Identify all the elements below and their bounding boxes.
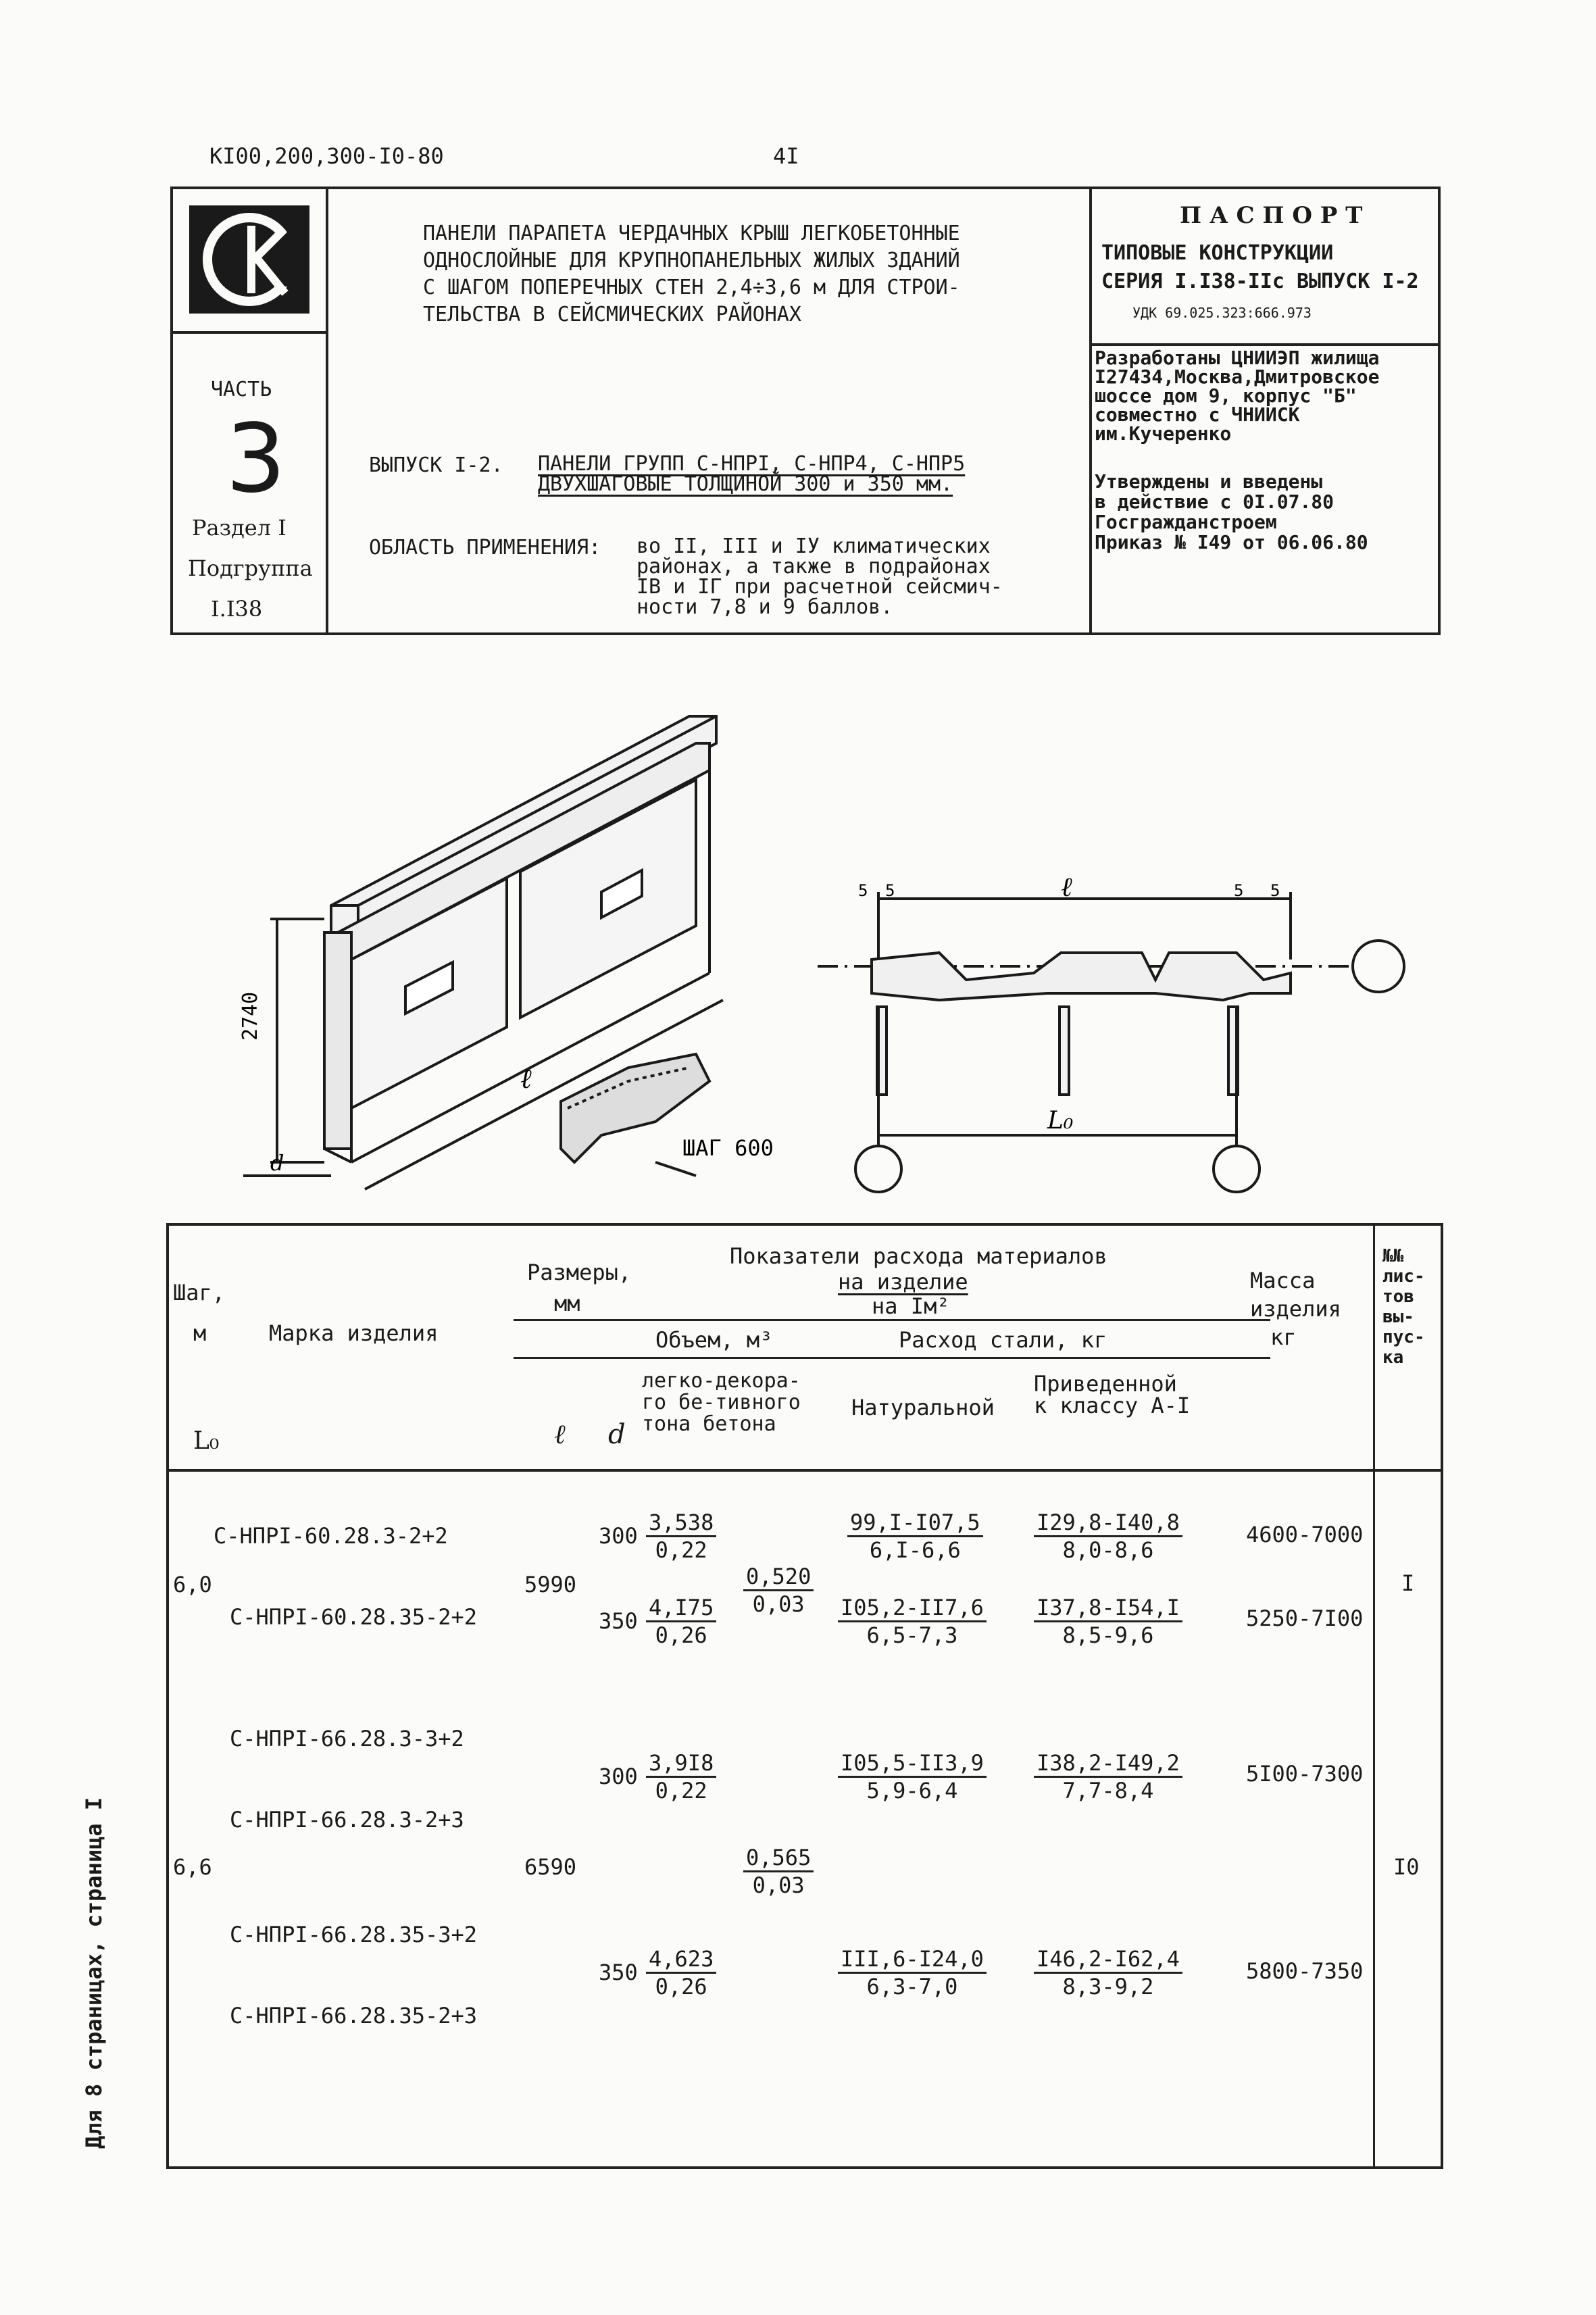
table-cell: ОДНОСЛОЙНЫЕ ДЛЯ КРУПНОПАНЕЛЬНЫХ ЖИЛЫХ ЗДАНИЙ [423,249,960,272]
mark-row: С-НПРI-66.28.3-3+2 [230,1726,464,1751]
table-cell: ТИПОВЫЕ КОНСТРУКЦИИ [1101,241,1334,265]
table-cell: Разработаны ЦНИИЭП жилища [1095,347,1380,369]
table-cell: III,6-I24,0 [838,1946,987,1974]
header-light-concrete [642,1370,801,1435]
table-cell: пус- [1382,1327,1425,1347]
part-label: ЧАСТЬ [211,378,272,401]
table-cell: 0,520 [743,1564,814,1591]
header-dimensions: Размеры, [527,1260,632,1285]
table-cell: Приказ № I49 от 06.06.80 [1095,531,1368,553]
table-cell: ПАНЕЛИ ПАРАПЕТА ЧЕРДАЧНЫХ КРЫШ ЛЕГКОБЕТОННЫЕ [423,222,960,245]
subgroup-label: Подгруппа [188,555,313,581]
mark-row: С-НПРI-66.28.3-2+3 [230,1807,464,1833]
header-indicators: Показатели расхода материалов [730,1243,1107,1269]
table-cell: 4600-7000 [1246,1522,1364,1547]
panel-isometric-drawing [223,689,804,1203]
title-block [170,186,1441,635]
table-cell: 350 [599,1960,638,1985]
table-cell: 6,5-7,3 [866,1622,958,1648]
thickness-label: d [270,1150,284,1176]
table-cell: 6,3-7,0 [866,1974,958,1999]
table-cell: 5 [885,881,895,900]
approval-info [1095,472,1368,553]
page-count-note: Для 8 страницах, страница I [81,1797,107,2149]
table-cell: 0,26 [655,1622,707,1648]
mark-row: С-НПРI-60.28.35-2+2 [230,1604,478,1630]
table-cell: 4,623 [646,1946,716,1974]
page-number: 4I [773,143,799,169]
header-reduced [1034,1373,1190,1416]
table-cell: С ШАГОМ ПОПЕРЕЧНЫХ СТЕН 2,4÷3,6 м ДЛЯ СТРОИ- [423,276,960,299]
header-mass [1250,1266,1341,1351]
table-cell: лис- [1382,1266,1425,1287]
table-cell: d [608,1419,626,1450]
table-cell: мм [554,1291,580,1316]
table-cell: L₀ [193,1427,220,1455]
table-cell: I [1401,1570,1415,1596]
table-cell: 5I00-7300 [1246,1761,1364,1787]
table-cell: 99,I-I07,5 [847,1510,983,1537]
table-cell: тов [1382,1287,1414,1307]
table-cell: №№ [1382,1246,1404,1266]
table-cell: кг [1270,1324,1297,1350]
table-cell: 5 [1270,881,1280,900]
passport-series [1101,239,1419,296]
table-cell: 8,5-9,6 [1062,1622,1154,1648]
table-cell: 3,538 [646,1510,716,1537]
table-cell: им.Кучеренко [1095,422,1232,445]
table-cell: во II, III и IУ климатических [637,534,991,558]
developer-info [1095,349,1379,443]
subgroup-number: I.I38 [211,596,263,622]
table-cell: Госгражданстроем [1095,511,1277,533]
step-label: ШАГ 600 [682,1135,774,1161]
table-cell: го бе-тивного [642,1391,801,1414]
step-6-6: 6,6 [173,1854,212,1880]
table-cell: шоссе дом 9, корпус "Б" [1095,384,1357,407]
table-cell: 0,22 [655,1537,707,1563]
table-cell: 300 [599,1523,638,1549]
table-cell: СЕРИЯ I.I38-IIс ВЫПУСК I-2 [1101,270,1419,293]
table-cell: 5 [1234,881,1244,900]
table-cell: Расход стали, кг [899,1327,1107,1353]
table-cell: ПАНЕЛИ ГРУПП С-НПРI, С-НПР4, С-НПР5 [538,452,966,476]
table-cell: м [193,1320,207,1346]
plan-length-label: ℓ [1061,878,1072,903]
mark-row: С-НПРI-66.28.35-2+3 [230,2003,478,2028]
table-cell: 300 [599,1764,638,1789]
table-cell: легко-декора- [642,1369,801,1393]
table-cell: ка [1382,1347,1404,1368]
table-cell: на изделие [838,1269,968,1295]
table-cell: I46,2-I62,4 [1034,1946,1182,1974]
table-cell: 8,3-9,2 [1062,1974,1154,1999]
header-sheets [1382,1246,1425,1368]
table-cell: 7,7-8,4 [1062,1778,1154,1803]
issue-description [538,454,965,495]
length-label: ℓ [520,1064,532,1095]
table-cell: 4,I75 [646,1595,716,1622]
table-cell: 350 [599,1608,638,1634]
header-step: Шаг, [173,1280,226,1305]
table-cell: изделия [1250,1296,1341,1322]
document-title [423,220,1085,328]
table-cell: 0,03 [752,1872,805,1898]
table-cell: ДВУХШАГОВЫЕ ТОЛЩИНОЙ 300 и 350 мм. [538,472,953,496]
mark-row: С-НПРI-60.28.3-2+2 [214,1523,448,1549]
table-cell: 0,03 [752,1591,805,1617]
mark-row: С-НПРI-66.28.35-3+2 [230,1922,478,1947]
issue-label: ВЫПУСК I-2. [369,453,503,477]
table-cell: IВ и IГ при расчетной сейсмич- [637,575,1003,599]
passport-title: П А С П О Р Т [1180,202,1363,229]
table-cell: ТЕЛЬСТВА В СЕЙСМИЧЕСКИХ РАЙОНАХ [423,303,801,326]
table-cell: 0,22 [655,1778,707,1803]
table-cell: I0 [1393,1854,1420,1880]
table-cell: 0,565 [743,1845,814,1872]
table-cell: Утверждены и введены [1095,470,1323,493]
table-cell: I37,8-I54,I [1034,1595,1182,1622]
table-cell: 5250-7I00 [1246,1605,1364,1631]
table-cell: 5990 [524,1572,577,1597]
udk-code: УДК 69.025.323:666.973 [1132,305,1312,321]
table-cell: ности 7,8 и 9 баллов. [637,595,893,619]
step-6-0: 6,0 [173,1572,212,1597]
table-cell: I27434,Москва,Дмитровское [1095,366,1380,388]
materials-table [166,1223,1443,2169]
scope-label: ОБЛАСТЬ ПРИМЕНЕНИЯ: [369,536,601,559]
plan-span-label: L₀ [1047,1107,1074,1135]
document-code: КI00,200,300-I0-80 [209,143,444,169]
table-cell: к классу А-I [1034,1393,1191,1418]
table-cell: совместно с ЧНИИСК [1095,403,1300,426]
table-cell: I29,8-I40,8 [1034,1510,1182,1537]
part-number: 3 [226,404,286,514]
scope-text [637,534,1003,619]
ck-logo-icon [189,205,309,314]
table-cell: в действие с 0I.07.80 [1095,491,1335,513]
table-cell: 8,0-8,6 [1062,1537,1154,1563]
table-cell: на Iм² [872,1293,950,1319]
table-cell: 5 [858,881,868,900]
table-cell: 6,I-6,6 [869,1537,961,1563]
table-cell: 5,9-6,4 [866,1778,958,1803]
table-cell: Приведенной [1034,1371,1177,1397]
table-cell: ℓ [554,1419,566,1450]
table-cell: I05,5-II3,9 [838,1750,987,1778]
table-cell: I05,2-II7,6 [838,1595,987,1622]
section-label: Раздел I [192,515,286,541]
deco-concrete-2 [743,1845,814,1898]
table-cell: районах, а также в подрайонах [637,555,991,578]
header-mark: Марка изделия [269,1320,439,1346]
deco-concrete-1 [743,1564,814,1617]
table-cell: Объем, м³ [655,1327,773,1353]
panel-plan-drawing [804,878,1426,1196]
table-cell: I38,2-I49,2 [1034,1750,1182,1778]
header-natural: Натуральной [851,1395,995,1420]
table-cell: Масса [1250,1268,1316,1293]
table-cell: 5800-7350 [1246,1958,1364,1984]
table-cell: 0,26 [655,1974,707,1999]
table-cell: тона бетона [642,1412,776,1436]
table-cell: вы- [1382,1307,1414,1327]
table-cell: 3,9I8 [646,1750,716,1778]
height-dimension: 2740 [239,991,262,1041]
table-cell: 6590 [524,1854,577,1880]
